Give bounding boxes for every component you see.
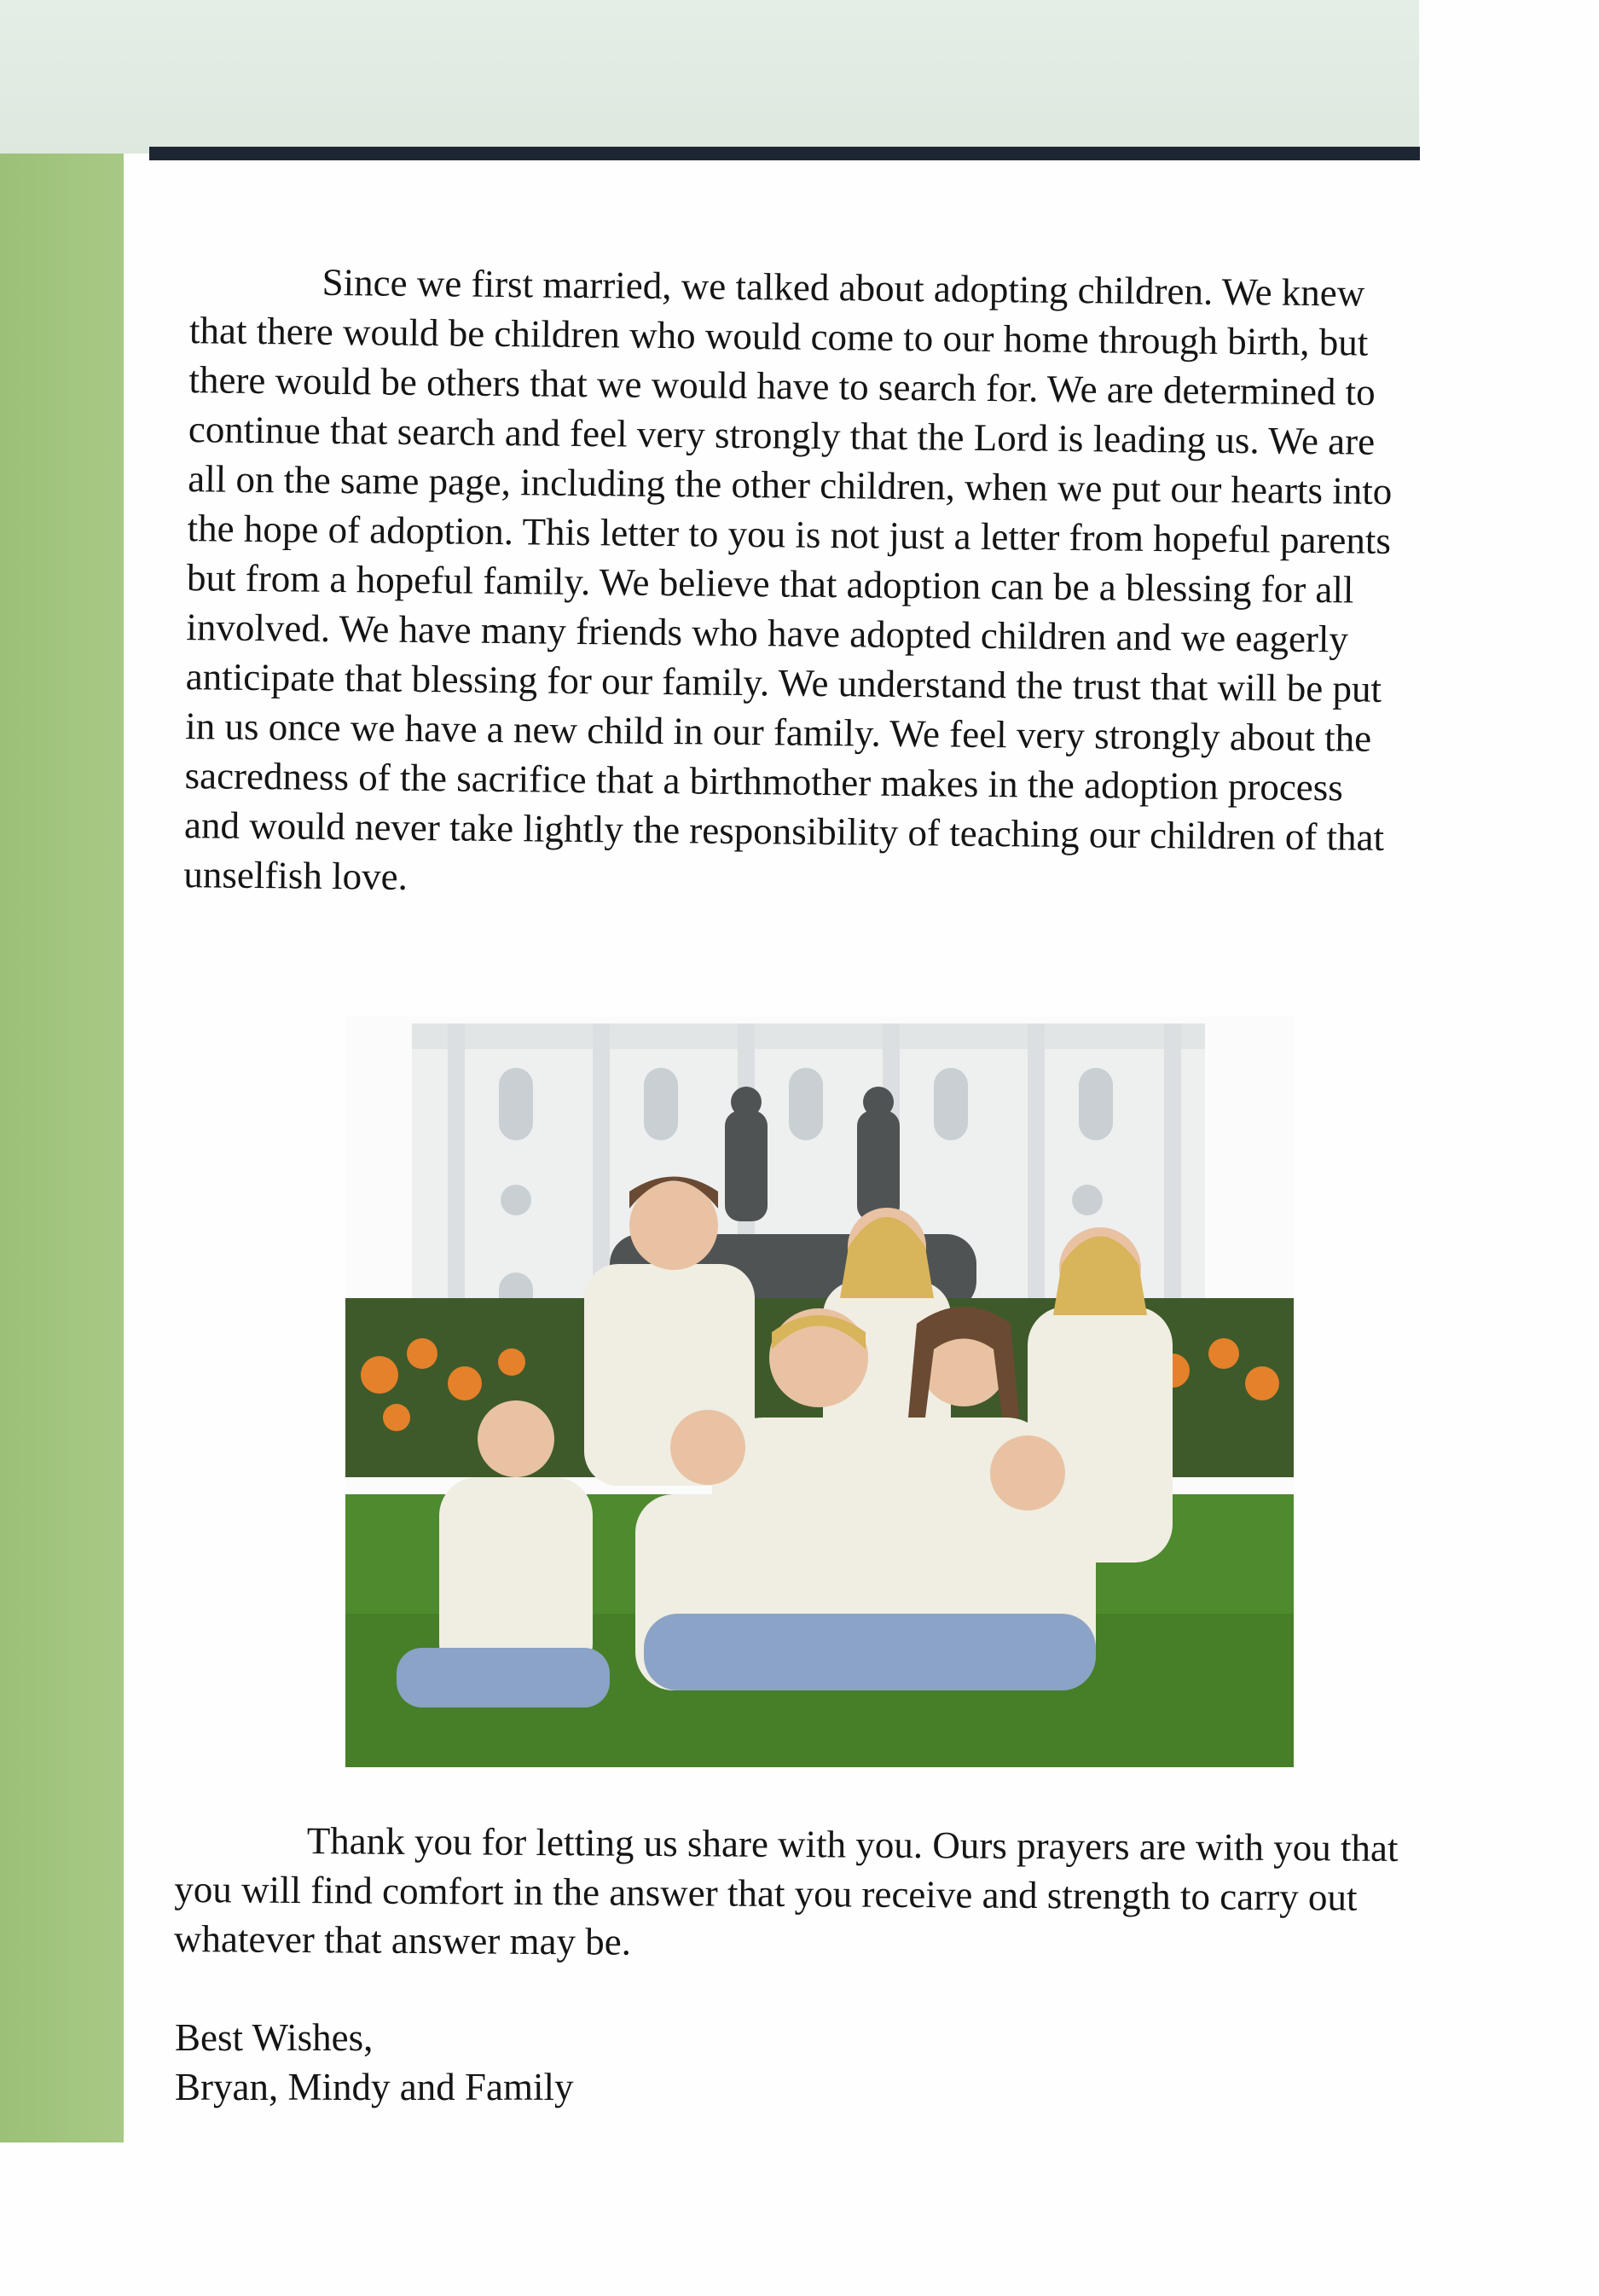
header-rule <box>149 147 1420 160</box>
closing-salutation: Best Wishes, <box>175 2016 374 2059</box>
family-photo <box>345 1017 1294 1767</box>
letter-body <box>175 256 1403 899</box>
signature: Bryan, Mindy and Family <box>175 2066 574 2108</box>
left-green-bar <box>0 154 124 2142</box>
letter-closing <box>175 2013 573 2112</box>
letter-paragraph-1: Since we first married, we talked about adopting children. We knew that there would be children who would come to our home through birth, but there would be others that we would have to search for. We are determined to continue that search and feel very strongly that the Lord is leading us. We are all on the same page, including the other children, when we put our hearts into the hope of adoption. This letter to you is not just a letter from hopeful parents but from a hopeful family. We believe that adoption can be a blessing for all involved. We have many friends who have adopted children and we eagerly anticipate that blessing for our family. We understand the trust that will be put in us once we have a new child in our family. We feel very strongly about the sacredness of the sacrifice that a birthmother makes in the adoption process and would never take lightly the responsibility of teaching our children of that unselfish love. <box>183 260 1393 898</box>
letter-paragraph-2: Thank you for letting us share with you. Ours prayers are with you that you will find comfort in the answer that you receive and strength to carry out whatever that answer may be. <box>173 1819 1399 1963</box>
top-color-band <box>0 0 1419 154</box>
